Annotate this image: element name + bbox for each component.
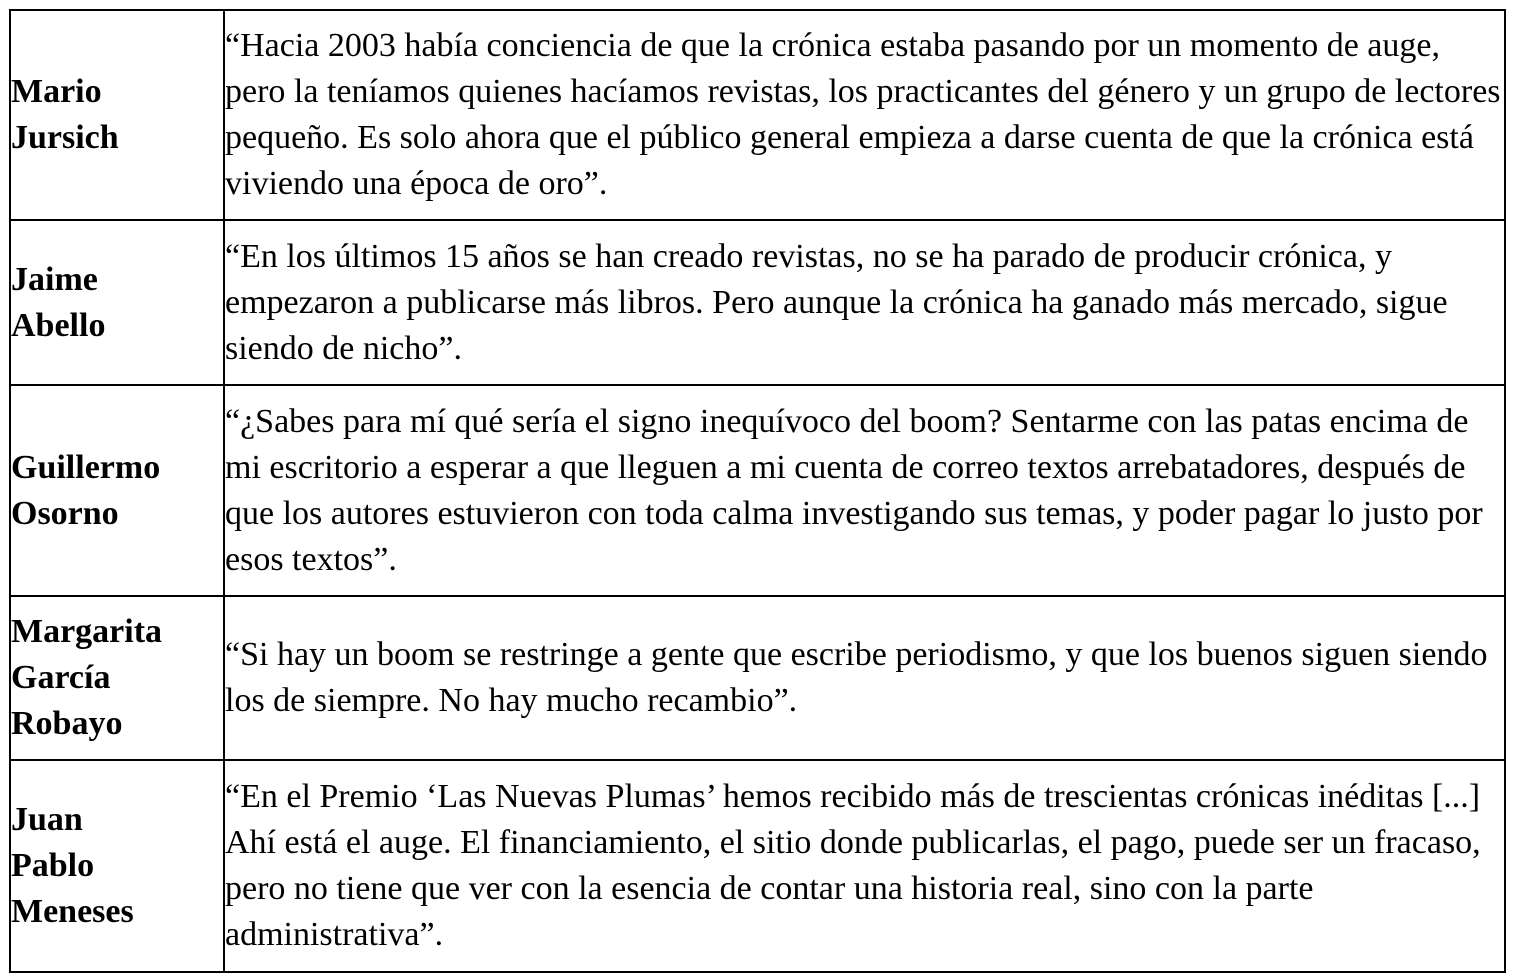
author-cell — [10, 385, 224, 596]
author-cell — [10, 760, 224, 972]
table-row — [10, 220, 1505, 385]
quote-text: “En el Premio ‘Las Nuevas Plumas’ hemos recibido más de trescientas crónicas inéditas [...] Ahí está el auge. El financiamiento, el sitio donde publicarlas, el pago, puede ser un fracaso, pero no tiene que ver con la esencia de contar una historia real, sino con la parte administrativa”. — [225, 778, 1481, 953]
author-name: Mario Jursich — [11, 73, 119, 156]
table-row — [10, 760, 1505, 972]
author-cell — [10, 220, 224, 385]
quote-cell — [224, 596, 1505, 760]
quote-text: “Si hay un boom se restringe a gente que escribe periodismo, y que los buenos siguen siendo los de siempre. No hay mucho recambio”. — [225, 636, 1488, 719]
author-name: Guillermo Osorno — [11, 448, 161, 532]
quote-cell — [224, 385, 1505, 596]
table-row — [10, 10, 1505, 220]
table-row — [10, 385, 1505, 596]
author-name: Juan Pablo Meneses — [11, 801, 134, 930]
quotes-table — [9, 9, 1506, 973]
quote-text: “¿Sabes para mí qué sería el signo inequívoco del boom? Sentarme con las patas encima de mi escritorio a esperar a que lleguen a mi cuenta de correo textos arrebatadores, después de que los autores estuvieron con toda calma investigando sus temas, y poder pagar lo justo por esos textos”. — [225, 402, 1483, 578]
quote-cell — [224, 220, 1505, 385]
author-cell — [10, 10, 224, 220]
author-name: Margarita García Robayo — [11, 613, 163, 742]
quote-cell — [224, 760, 1505, 972]
quote-text: “Hacia 2003 había conciencia de que la crónica estaba pasando por un momento de auge, pero la teníamos quienes hacíamos revistas, los practicantes del género y un grupo de lectores pequeño. Es solo ahora que el público general empieza a darse cuenta de que la crónica está viviendo una época de oro”. — [225, 27, 1501, 202]
author-name: Jaime Abello — [11, 260, 106, 344]
quote-cell — [224, 10, 1505, 220]
table-row — [10, 596, 1505, 760]
author-cell — [10, 596, 224, 760]
quote-text: “En los últimos 15 años se han creado revistas, no se ha parado de producir crónica, y empezaron a publicarse más libros. Pero aunque la crónica ha ganado más mercado, sigue siendo de nicho”. — [225, 237, 1448, 367]
